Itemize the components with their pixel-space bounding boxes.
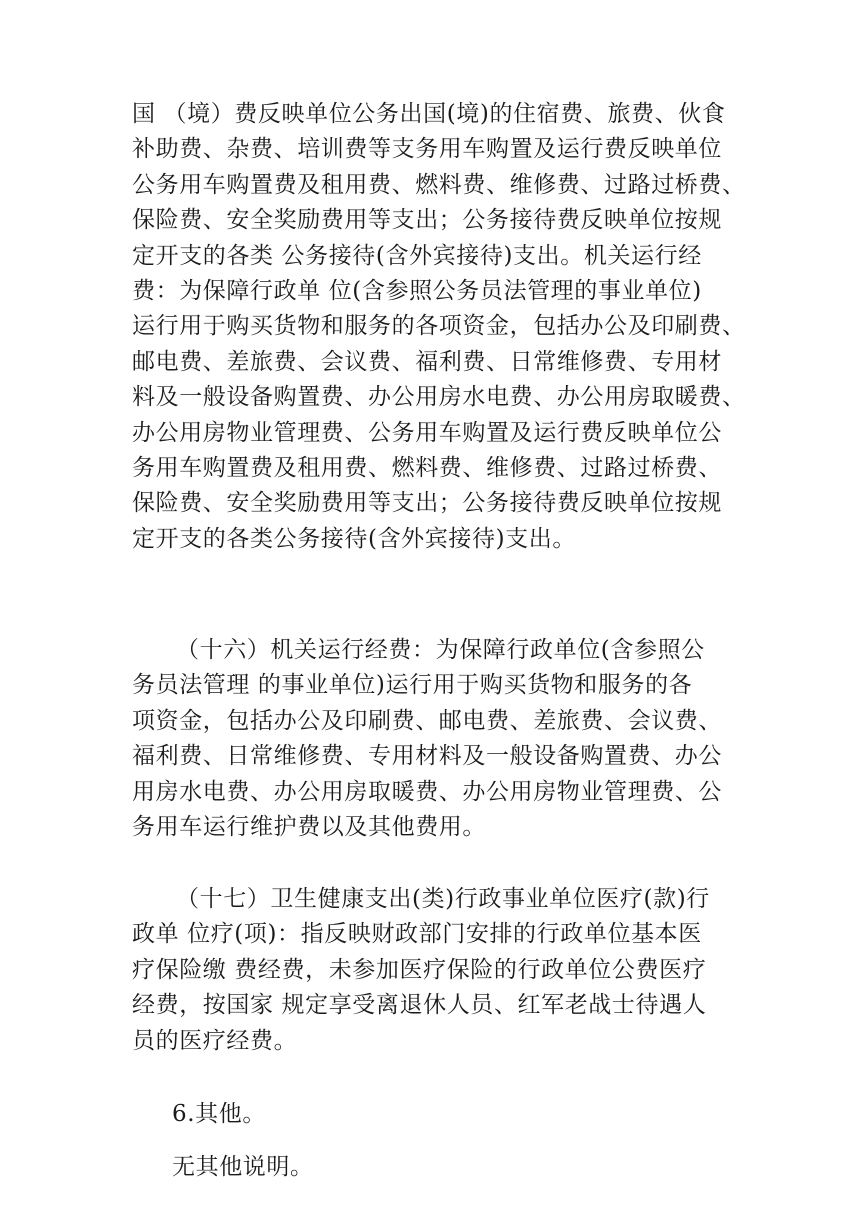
section-heading-other bbox=[132, 1097, 732, 1132]
text-line: （十七）卫生健康支出(类)行政事业单位医疗(款)行 bbox=[176, 886, 710, 912]
paragraph-item-16 bbox=[132, 633, 732, 845]
text-line: 国 （境）费反映单位公务出国(境)的住宿费、旅费、伙食 bbox=[132, 101, 726, 127]
text-line: 无其他说明。 bbox=[172, 1154, 314, 1180]
paragraph-item-17 bbox=[132, 882, 732, 1059]
text-line: 项资金，包括办公及印刷费、邮电费、差旅费、会议费、 bbox=[132, 707, 722, 734]
paragraph-other-note bbox=[132, 1150, 732, 1185]
text-line: 补助费、杂费、培训费等支务用车购置及运行费反映单位 bbox=[132, 136, 722, 163]
text-line: 经费，按国家 规定享受离退休人员、红军老战士待遇人 bbox=[132, 992, 707, 1019]
text-line: 政单 位疗(项)：指反映财政部门安排的行政单位基本医 bbox=[132, 921, 702, 948]
text-line: 费：为保障行政单 位(含参照公务员法管理的事业单位) bbox=[132, 277, 702, 304]
text-line: 定开支的各类公务接待(含外宾接待)支出。 bbox=[132, 525, 576, 552]
paragraph-expense-definitions bbox=[132, 97, 746, 557]
text-line: 邮电费、差旅费、会议费、福利费、日常维修费、专用材 bbox=[132, 348, 722, 375]
text-line: 保险费、安全奖励费用等支出；公务接待费反映单位按规 bbox=[132, 490, 722, 517]
text-line: 公务用车购置费及租用费、燃料费、维修费、过路过桥费、 bbox=[132, 171, 746, 198]
text-line: 福利费、日常维修费、专用材料及一般设备购置费、办公 bbox=[132, 743, 722, 770]
text-line: 用房水电费、办公用房取暖费、办公用房物业管理费、公 bbox=[132, 778, 722, 805]
text-line: 务用车运行维护费以及其他费用。 bbox=[132, 813, 486, 840]
text-line: 料及一般设备购置费、办公用房水电费、办公用房取暖费、 bbox=[132, 384, 746, 411]
text-line: 务用车购置费及租用费、燃料费、维修费、过路过桥费、 bbox=[132, 454, 722, 481]
text-line: 运行用于购买货物和服务的各项资金，包括办公及印刷费、 bbox=[132, 313, 746, 340]
text-line: 保险费、安全奖励费用等支出；公务接待费反映单位按规 bbox=[132, 207, 722, 234]
text-line: （十六）机关运行经费：为保障行政单位(含参照公 bbox=[176, 637, 705, 663]
text-line: 疗保险缴 费经费，未参加医疗保险的行政单位公费医疗 bbox=[132, 956, 707, 983]
text-line: 办公用房物业管理费、公务用车购置及运行费反映单位公 bbox=[132, 419, 722, 446]
text-line: 员的医疗经费。 bbox=[132, 1027, 298, 1054]
heading-text: 6.其他。 bbox=[172, 1101, 266, 1127]
text-line: 务员法管理 的事业单位)运行用于购买货物和服务的各 bbox=[132, 672, 693, 699]
text-line: 定开支的各类 公务接待(含外宾接待)支出。机关运行经 bbox=[132, 242, 702, 269]
